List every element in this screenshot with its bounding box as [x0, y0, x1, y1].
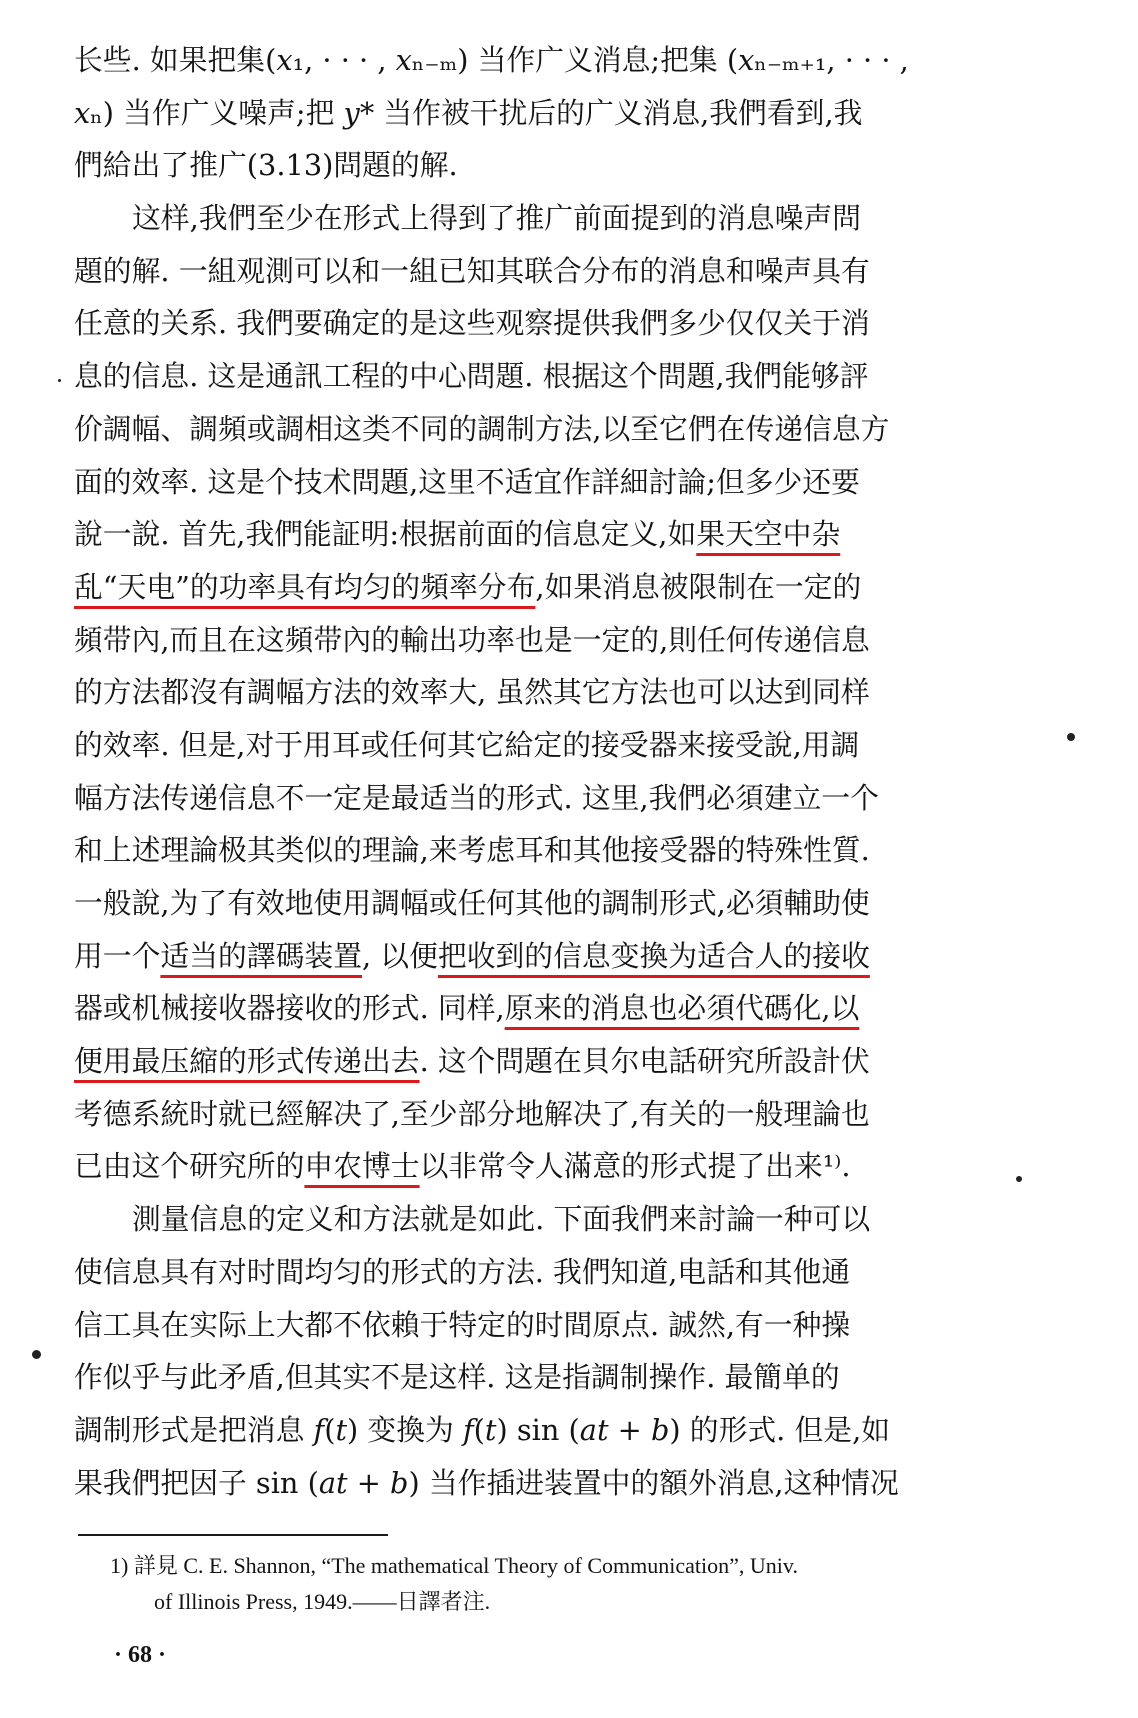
text-run: ₙ₋ₘ) 当作广义消息;把集 ( — [411, 43, 739, 77]
text-line — [74, 561, 1054, 614]
text-run: 以非常令人滿意的形式提了出来¹⁾. — [419, 1149, 851, 1184]
text-run: ₁, · · · , — [292, 43, 396, 77]
text-line — [74, 719, 1054, 772]
text-run: 題的解. 一組观測可以和一組已知其联合分布的消息和噪声具有 — [74, 253, 870, 288]
text-line — [74, 772, 1054, 825]
text-line — [74, 877, 1054, 930]
footnote-line: 1) 詳見 C. E. Shannon, “The mathematical Theory of Communication”, Univ. — [110, 1553, 798, 1578]
text-run: 的方法都沒有調幅方法的效率大, 虽然其它方法也可以达到同样 — [74, 675, 870, 710]
math-symbol: x — [74, 95, 91, 130]
text-line — [74, 245, 1054, 298]
text-run: 考德系統时就已經解决了,至少部分地解决了,有关的一般理論也 — [74, 1096, 870, 1131]
text-run: * 当作被干扰后的广义消息,我們看到,我 — [359, 95, 863, 130]
text-run: 器或机械接收器接收的形式. 同样, — [74, 991, 505, 1026]
text-run: ,如果消息被限制在一定的 — [535, 569, 862, 604]
text-line — [74, 403, 1054, 456]
paragraph — [74, 1193, 1054, 1509]
text-run: 一般說,为了有效地使用調幅或任何其他的調制形式,必須輔助使 — [74, 886, 870, 920]
text-run: 息的信息. 这是通訊工程的中心問題. 根据这个問題,我們能够評 — [74, 359, 869, 394]
text-run: 用一个 — [74, 938, 161, 973]
highlighted-phrase: 适当的譯碼装置 — [160, 938, 362, 973]
page-number: · 68 · — [114, 1642, 167, 1668]
text-run: 測量信息的定义和方法就是如此. 下面我們来討論一种可以 — [132, 1202, 871, 1237]
text-line — [74, 1351, 1054, 1404]
text-run: ) 当作插进装置中的額外消息,这种情况 — [408, 1465, 899, 1500]
text-run: 調制形式是把消息 — [74, 1412, 314, 1447]
text-line — [74, 87, 1054, 140]
highlighted-phrase: 便用最压縮的形式传递出去 — [74, 1044, 420, 1079]
text-line — [74, 456, 1054, 509]
math-symbol: t — [484, 1412, 497, 1447]
text-run: + — [608, 1412, 651, 1447]
text-line — [74, 1088, 1054, 1141]
text-line — [74, 1457, 1054, 1510]
text-run: ( — [324, 1412, 336, 1447]
text-line — [74, 34, 1054, 87]
footnote-line: of Illinois Press, 1949.——日譯者注. — [154, 1589, 491, 1614]
math-symbol: x — [738, 43, 755, 77]
text-run: ₙ) 当作广义噪声;把 — [90, 95, 344, 130]
text-run: ) 变換为 — [347, 1412, 463, 1447]
text-run: ) 的形式. 但是,如 — [669, 1412, 891, 1447]
text-run: 信工具在实际上大都不依賴于特定的时間原点. 誠然,有一种操 — [74, 1307, 851, 1342]
footnote-divider — [78, 1534, 388, 1536]
highlighted-phrase: 原来的消息也必須代碼化,以 — [504, 991, 860, 1026]
text-line — [74, 508, 1054, 561]
math-symbol: x — [276, 43, 293, 77]
paragraph — [74, 34, 1054, 192]
footnote — [110, 1548, 1050, 1620]
text-line — [74, 1299, 1054, 1352]
math-symbol: t — [335, 1412, 348, 1447]
text-line — [74, 930, 1054, 983]
text-line — [74, 1193, 1054, 1246]
text-run: 已由这个研究所的 — [74, 1149, 305, 1184]
text-line — [74, 666, 1054, 719]
text-run: 果我們把因子 sin ( — [74, 1465, 319, 1500]
text-line — [74, 1404, 1054, 1457]
text-run: 幅方法传递信息不一定是最适当的形式. 这里,我們必須建立一个 — [74, 780, 879, 815]
text-run: 們給出了推广(3.13)問題的解. — [74, 148, 458, 183]
highlighted-phrase: 申农博士 — [304, 1149, 420, 1184]
text-run: . 这个問題在貝尔电話研究所設計伏 — [419, 1044, 870, 1079]
text-run: ( — [473, 1412, 485, 1447]
text-run: ) sin ( — [496, 1412, 580, 1447]
text-run: 使信息具有对时間均匀的形式的方法. 我們知道,电話和其他通 — [74, 1254, 851, 1289]
text-run: 这样,我們至少在形式上得到了推广前面提到的消息噪声問 — [132, 201, 862, 236]
text-line — [74, 297, 1054, 350]
text-line — [74, 982, 1054, 1035]
paragraph — [74, 192, 1054, 1193]
math-symbol: f — [462, 1412, 474, 1447]
math-symbol: y — [343, 95, 360, 130]
text-line — [74, 350, 1054, 403]
highlighted-phrase: 把收到的信息变換为适合人的接收 — [437, 938, 870, 973]
text-run: + — [347, 1465, 391, 1500]
text-line — [74, 192, 1054, 245]
math-symbol: x — [395, 43, 412, 77]
math-symbol: at — [579, 1412, 609, 1447]
text-run: , 以便 — [362, 938, 438, 973]
math-symbol: b — [650, 1412, 670, 1447]
text-run: 长些. 如果把集( — [74, 43, 277, 77]
scan-speck — [58, 379, 61, 382]
text-run: 的效率. 但是,对于用耳或任何其它給定的接受器来接受說,用調 — [74, 727, 860, 762]
text-run: 作似乎与此矛盾,但其实不是这样. 这是指調制操作. 最簡单的 — [74, 1360, 840, 1395]
scan-speck — [32, 1350, 41, 1359]
scan-speck — [1067, 733, 1075, 741]
text-line — [74, 614, 1054, 667]
text-run: 面的效率. 这是个技术問題,这里不适宜作詳細討論;但多少还要 — [74, 464, 860, 499]
text-run: 价調幅、調頻或調相这类不同的調制方法,以至它們在传递信息方 — [74, 411, 890, 446]
highlighted-phrase: 果天空中杂 — [696, 517, 841, 552]
text-run: ₙ₋ₘ₊₁, · · · , — [754, 43, 909, 77]
math-symbol: b — [390, 1465, 409, 1500]
math-symbol: f — [313, 1412, 325, 1447]
scan-speck — [1016, 1176, 1022, 1182]
text-run: 說一說. 首先,我們能証明:根据前面的信息定义,如 — [74, 517, 697, 552]
main-text — [74, 34, 1054, 1509]
text-run: 和上述理論极其类似的理論,来考虑耳和其他接受器的特殊性質. — [74, 833, 870, 868]
text-run: 頻带內,而且在这頻带內的輸出功率也是一定的,則任何传递信息 — [74, 622, 870, 657]
text-line — [74, 1140, 1054, 1193]
text-line — [74, 1035, 1054, 1088]
highlighted-phrase: 乱“天电”的功率具有均匀的頻率分布 — [74, 569, 536, 604]
text-run: 任意的关系. 我們要确定的是这些观察提供我們多少仅仅关于消 — [74, 306, 870, 341]
text-line — [74, 139, 1054, 192]
text-line — [74, 1246, 1054, 1299]
math-symbol: at — [318, 1465, 348, 1500]
text-line — [74, 824, 1054, 877]
